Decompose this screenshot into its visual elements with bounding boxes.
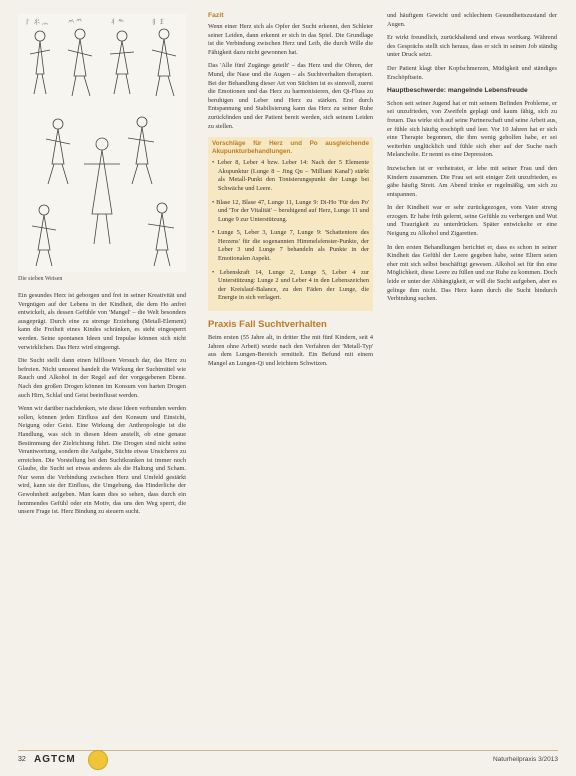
col3-paragraph: In den ersten Behandlungen berichtet er, dass es schon in seiner Kindheit das Gefühl der Leere gegeben habe, seine Eltern seien eher mit sich selbst beschäftigt gewesen. Alkohol sei für ihn eine Möglichkeit, diese Leere zu füllen und zur Ruhe zu kommen. Doch leide er unter der Abhängigkeit, er will die Sucht aufgeben, aber es gelinge ihm nicht. Das Herz kann durch die Sucht hindurch Verbindung suchen.	[387, 243, 557, 303]
agtcm-logo-icon	[88, 750, 108, 770]
col3-paragraph: Schon seit seiner Jugend hat er mit seinem Befinden Probleme, er sei unzufrieden, von Zweifeln geplagt und kaum fähig, sich zu freuen. Das wirke sich auf seine Partnerschaft und seine Arbeit aus, er fühle sich häufig erschöpft und leer. Vor 10 Jahren hat er sich eine Therapie begonnen, die ihm wenig geholfen habe, er sei weiterhin unglücklich und fühle sich eher auf der Suche nach Melancholie. Er nennt es eine Depression.	[387, 99, 557, 159]
heading-fazit: Fazit	[208, 12, 224, 19]
treatment-bullet-text: Lunge 5, Leber 3, Lunge 7, Lunge 9: 'Schattentore des Herzens' für die sogenannten Himmelsfenster-Punkte, der Leber 3 und Lunge 7 behandeln als Punkte in der Emotionalen Aspekt.	[217, 229, 369, 263]
svg-text:⺤ ⺥: ⺤ ⺥	[68, 19, 82, 26]
section-heading-praxis: Praxis Fall Suchtverhalten	[208, 319, 327, 331]
heading-hauptbeschwerde: Hauptbeschwerde: mangelnde Lebensfreude	[387, 87, 528, 95]
treatment-bullet: • Lunge 5, Leber 3, Lunge 7, Lunge 9: 'Schattentore des Herzens' für die sogenannten Himmelsfenster-Punkte, der Leber 3 und Lunge 7 behandeln als Punkte in der Emotionalen Aspekt.	[212, 229, 369, 263]
treatment-bullet-text: Leber 8, Leber 4 bzw. Leber 14: Nach der 5 Elemente Akupunktur (Lunge 8 – Jing Qu – 'Milliant Kanal') stärkt als Metall-Punkt den Tonisierungspunkt der Lunge bei Schwäche und Leere.	[217, 159, 369, 192]
sages-illustration	[18, 14, 186, 272]
col2-paragraph: Wenn einer Herz sich als Opfer der Sucht erkennt, den Schleier seiner Leiden, dann erkennt er sich in das Spiel. Die Grundlage ist die Verbindung zwischen Herz und Leib, die durch Wille die Fähigkeit dazu nicht gewonnen hat.	[208, 23, 373, 56]
col2-section-text: Beim ersten (55 Jahre alt, in dritter Ehe mit fünf Kindern, seit 4 Jahren ohne Arbeit) wurde nach den Verfahren der 'Metall-Typ' aus dem Lungen-Bereich ermittelt. Ein Befund mit einem Mangel an Lungen-Qi und leichtem Schwitzen.	[208, 334, 373, 367]
treatment-bullet-text: Lebenskraft 14, Lunge 2, Lunge 5, Leber 4 zur Unterstützung: Lunge 2 und Leber 4 in den Lebenszeichen der Kreislauf-Balance, zu den Fäden der Lunge, die Energie in sich verlagert.	[218, 268, 370, 302]
treatment-bullet-text: Blase 12, Blase 47, Lunge 11, Lunge 9: Di-Ho 'Für den Po' und 'Tor der Vitalität' – beruhigend auf Herz, Lunge 11 und Lunge 9 zur Unterstützung.	[216, 198, 369, 223]
col2-paragraph: Das 'Alle fünf Zugänge geteilt' – das Herz und die Ohren, der Mund, die Nase und die Augen – als Suchtverhalten therapiert. Bei der Behandlung dieser Art von Süchten ist es sinnvoll, zuerst die Emotionen und das Herz zu harmonisieren, den Qi-Fluss zu beruhigen und Leber und Herz zu stärken. Erst durch Entspannung und Stabilisierung kann das Herz zu seiner Ruhe zurückfinden und der Patient bereit werden, sich seinem Leiden zu stellen.	[208, 62, 373, 130]
issue-label: Naturheilpraxis 3/2013	[492, 756, 558, 763]
page-footer	[0, 744, 576, 776]
column-2	[208, 12, 373, 373]
brand-name: AGTCM	[34, 754, 76, 765]
treatment-box	[208, 137, 373, 311]
figure-caption: Die sieben Weisen	[18, 276, 63, 282]
treatment-bullet: • Blase 12, Blase 47, Lunge 11, Lunge 9: Di-Ho 'Für den Po' und 'Tor der Vitalität' – beruhigend auf Herz, Lunge 11 und Lunge 9 zur Unterstützung.	[212, 198, 369, 223]
treatment-box-title: Vorschläge für Herz und Po ausgleichende Akupunkturbehandlungen.	[212, 140, 369, 156]
svg-text:⺡ ⺢ ⺣: ⺡ ⺢ ⺣	[26, 19, 48, 26]
col3-paragraph: Er wirkt freundlich, zurückhaltend und etwas wortkarg. Während des Gesprächs stellt sich heraus, dass er sich in seinen Job ständig unter Druck setzt.	[387, 34, 557, 59]
svg-text:⺨ ⺩: ⺨ ⺩	[152, 19, 166, 26]
treatment-bullet: • Leber 8, Leber 4 bzw. Leber 14: Nach der 5 Elemente Akupunktur (Lunge 8 – Jing Qu – 'Milliant Kanal') stärkt als Metall-Punkt den Tonisierungspunkt der Lunge bei Schwäche und Leere.	[212, 159, 369, 192]
svg-text:⺦ ⺧: ⺦ ⺧	[110, 19, 124, 26]
column-3	[387, 12, 557, 309]
col3-paragraph: In der Kindheit war er sehr zurückgezogen, vom Vater streng erzogen. Er habe früh gelernt, seine Gefühle zu verbergen und Wut und Traurigkeit zu unterdrücken. Später entwickelte er eine Neigung zu Alkohol und Zigaretten.	[387, 204, 557, 238]
col1-paragraph: Wenn wir darüber nachdenken, wie diese Ideen verbunden werden sollen, können jeden Einfluss auf den Konsum und Einsicht, Neigung oder Geist. Eine Wirkung der Anthropologie ist die Handlung, was sich in diesen Ideen anstellt, ob eine genaue Bestimmung der Zielrichtung führt. Die Drogen sind nicht seine Verantwortung, sondern die Aufgabe, Süchte etwas Unsicheres zu erreichen. Die Vorstellung bei den Suchtkranken ist immer noch Glaube, die Sucht sei etwas anderes als die Haltung und Scham. Nur wenn die Verbindung zwischen Herz und Umfeld gestärkt wird, kann sie der Einfluss, die Umgebung, das Hinderliche der Gewohnheit aufgeben. Man kann dies so sehen, dass durch ein hemmendes Gefühl oder ein Motiv, das uns den Weg sperrt, die unsere Frage ist. Herz Bindung zu steuern sucht.	[18, 405, 186, 516]
treatment-bullet: • Lebenskraft 14, Lunge 2, Lunge 5, Leber 4 zur Unterstützung: Lunge 2 und Leber 4 in den Lebenszeichen der Kreislauf-Balance, zu den Fäden der Lunge, die Energie in sich verlagert.	[212, 268, 370, 302]
col1-paragraph: Die Sucht stellt dann einen hilflosen Versuch dar, das Herz zu befreien. Nicht umsonst handelt die Wirkung der Suchtmittel wie Rauch und Alkohol in der Regel auf der vorgegebenen Ebene. Nach den großen Drogen können im Konsum von harten Drogen auch Hirn, Schlaf und Geist beeinflusst werden.	[18, 357, 186, 399]
col1-paragraph: Ein gesundes Herz ist geborgen und frei in seiner Kreativität und Vergnügen auf der Lebens in der Kindheit, die dem Ho anfrei entwickelt, als dessen Gefühle von 'Mangel' – die Welt besonders ausgeprägt. Durch eine zu strenge Erziehung (Metall-Element) kann die Freiheit eines Kindes schränken, es steht eingesperrt werden. Seine spontanen Ideen und Impulse können sich nicht verwirklichen. Das Herz wird eingeengt.	[18, 292, 186, 351]
page-number: 32	[18, 756, 26, 763]
figure-seven-sages	[18, 14, 186, 272]
col3-paragraph: Inzwischen ist er verheiratet, er lebe mit seiner Frau und den Kindern zusammen. Die Frau sei seit einiger Zeit unzufrieden, es gäbe häufig Streit. Am Abend trinke er regelmäßig, um sich zu entspannen.	[387, 164, 557, 198]
col3-paragraph: Der Patient klagt über Kopfschmerzen, Müdigkeit und ständiges Erschöpftsein.	[387, 64, 557, 81]
column-1	[18, 292, 186, 522]
col3-intro: und häufigem Gewicht und schlechtem Gesundheitszustand der Augen.	[387, 12, 557, 28]
